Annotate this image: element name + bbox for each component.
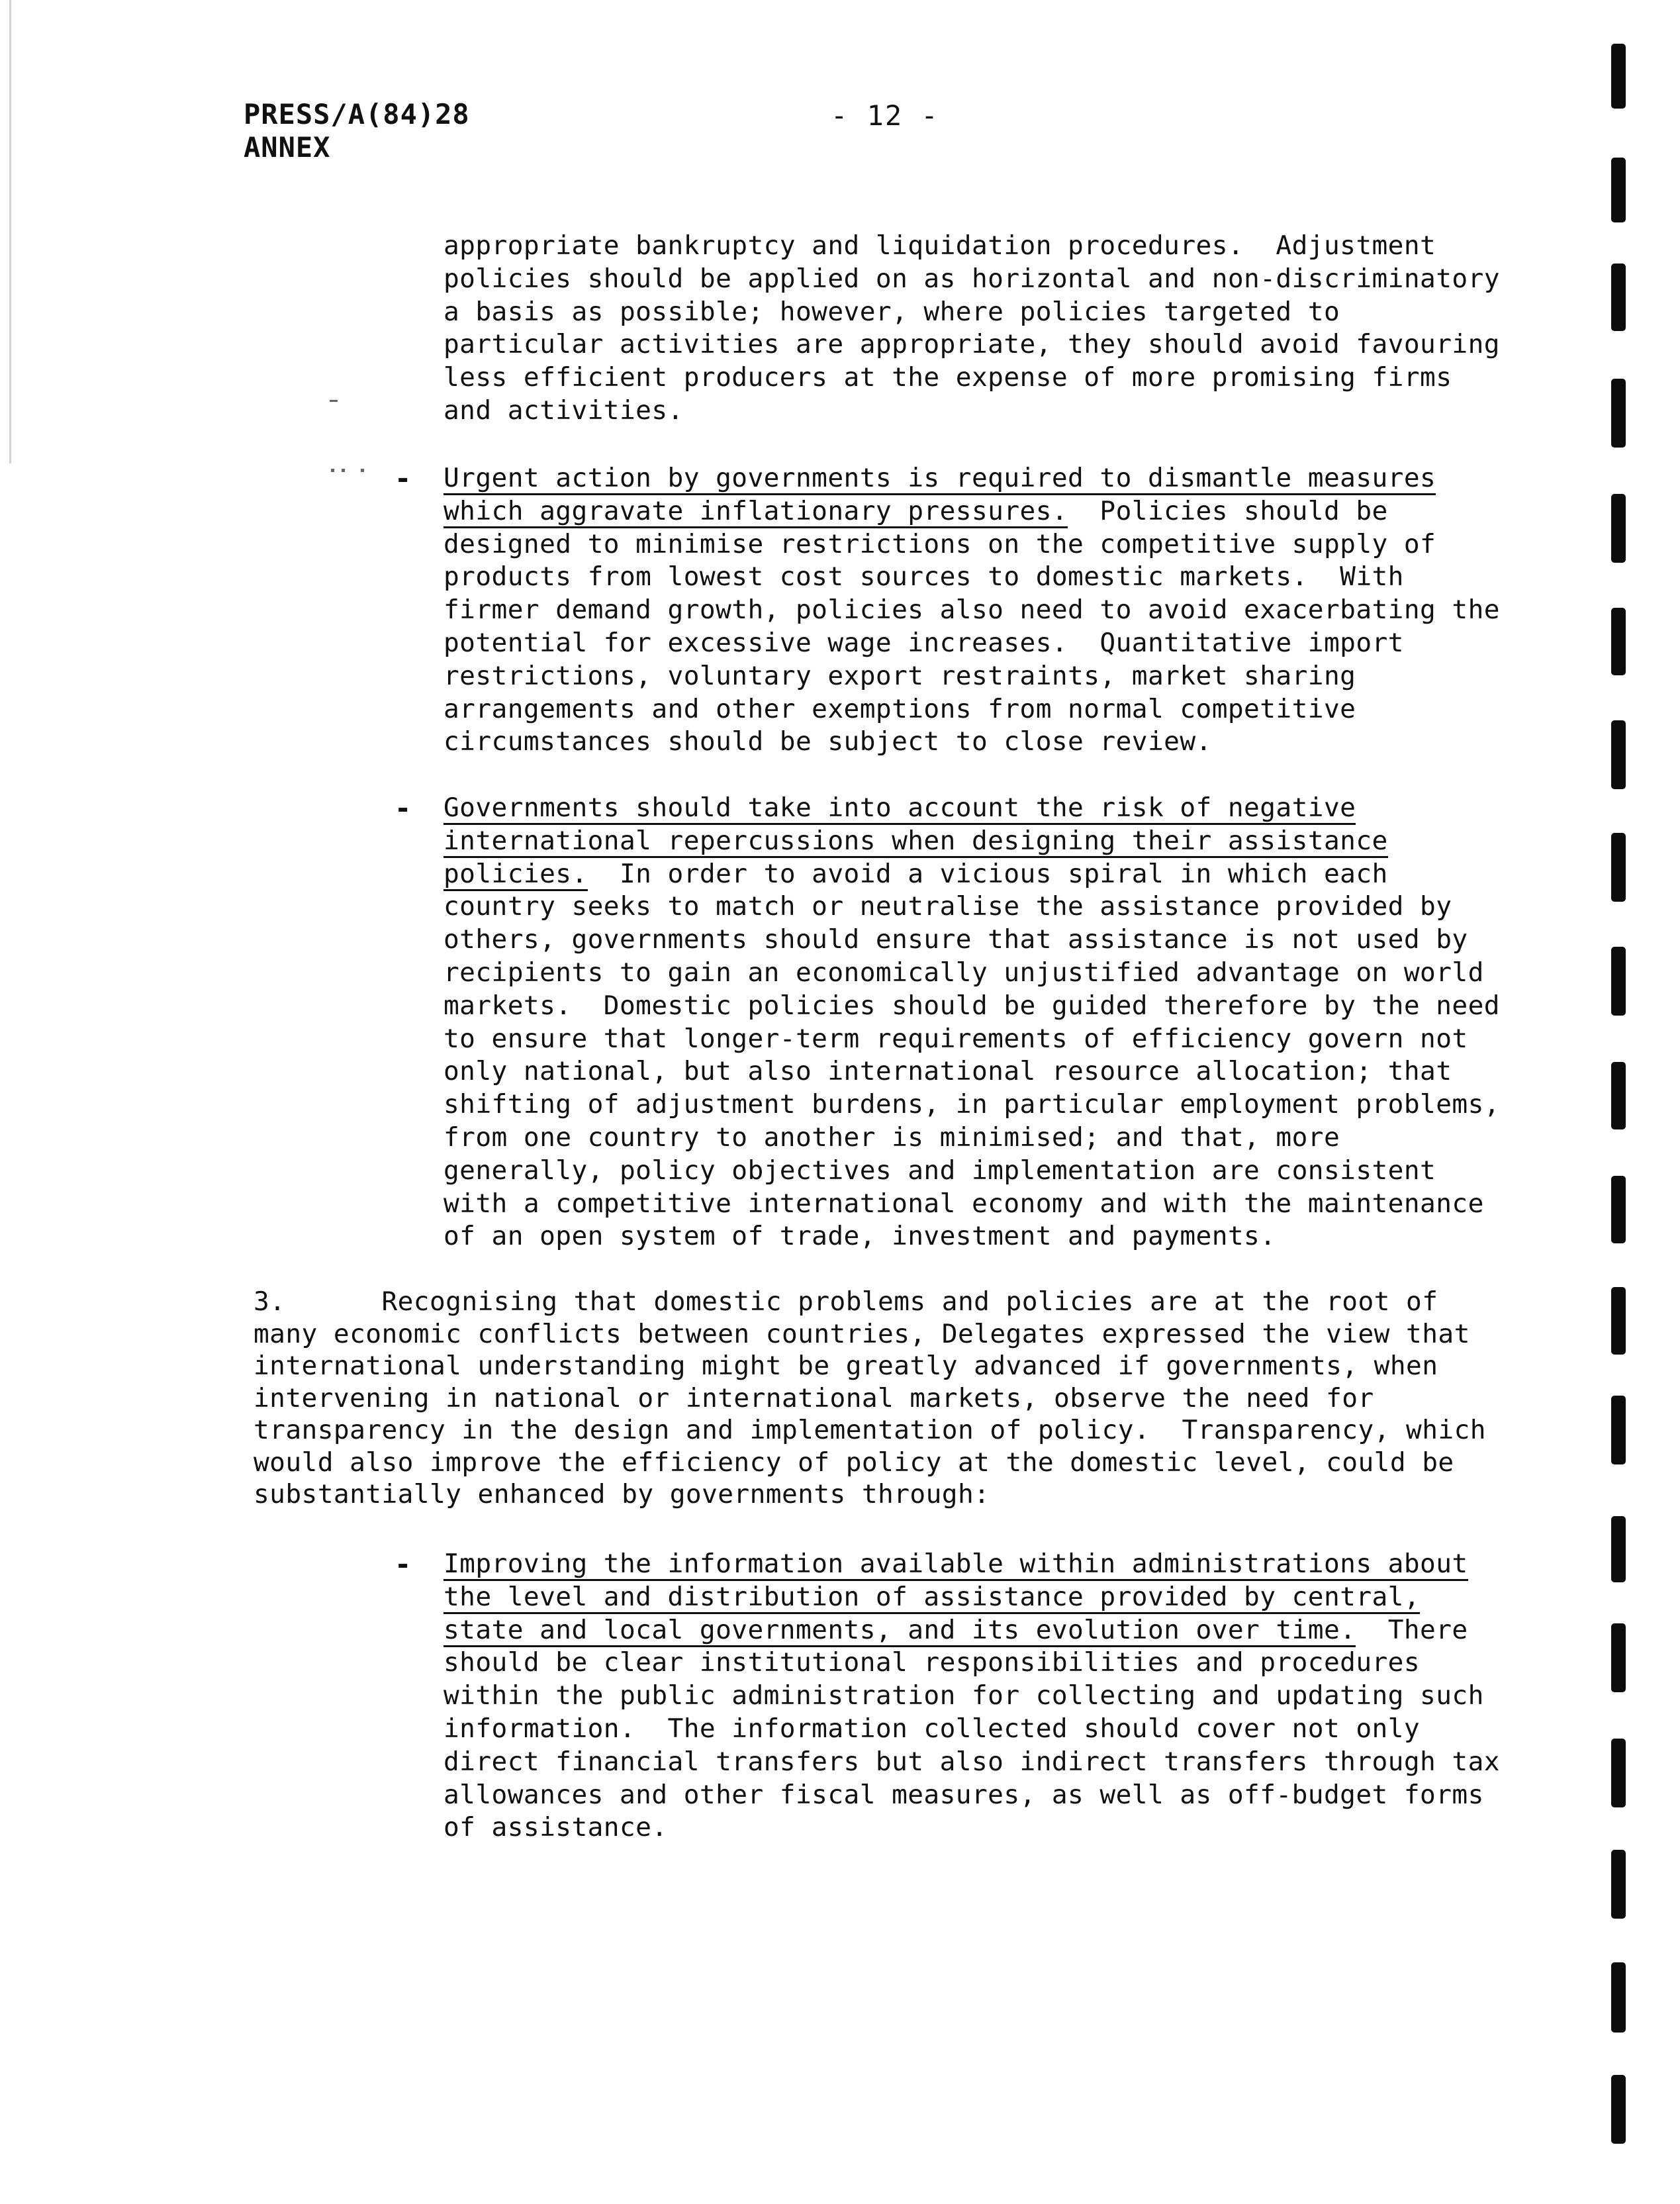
binding-mark bbox=[1611, 379, 1626, 448]
text-line: of assistance. bbox=[443, 1812, 668, 1843]
text-line: information. The information collected should cover not only bbox=[443, 1713, 1421, 1744]
text-line: direct financial transfers but also indirect transfers through tax bbox=[443, 1746, 1500, 1777]
continuation-paragraph bbox=[443, 230, 1536, 428]
text-line: arrangements and other exemptions from normal competitive bbox=[443, 693, 1356, 724]
annex-label: ANNEX bbox=[244, 131, 331, 164]
plain-text: designed to minimise restrictions on the competitive supply of bbox=[443, 528, 1436, 559]
bullet-dash: - bbox=[395, 1548, 412, 1580]
binding-mark bbox=[1611, 1396, 1626, 1464]
text-line: country seeks to match or neutralise the assistance provided by bbox=[443, 891, 1452, 922]
paragraph-3 bbox=[254, 1286, 1544, 1511]
text-line: recipients to gain an economically unjustified advantage on world bbox=[443, 957, 1484, 988]
text-line: to ensure that longer-term requirements of efficiency govern not bbox=[443, 1023, 1468, 1054]
binding-mark bbox=[1611, 1623, 1626, 1692]
plain-text: should be clear institutional responsibilities and procedures bbox=[443, 1647, 1421, 1678]
binding-mark bbox=[1611, 158, 1626, 222]
underlined-text: state and local governments, and its evolution over time. bbox=[443, 1615, 1356, 1647]
binding-mark bbox=[1611, 1516, 1626, 1582]
bullet-paragraph-governments bbox=[443, 792, 1536, 1253]
bullet-dash: - bbox=[395, 792, 412, 824]
text-line: a basis as possible; however, where policies targeted to bbox=[443, 296, 1340, 327]
bullet-paragraph-urgent-action bbox=[443, 462, 1536, 759]
text-line bbox=[443, 858, 1536, 891]
stray-mark bbox=[330, 400, 338, 402]
plain-text: In order to avoid a vicious spiral in which each bbox=[587, 858, 1388, 889]
underlined-text: international repercussions when designing their assistance bbox=[443, 826, 1388, 858]
text-line: only national, but also international resource allocation; that bbox=[443, 1056, 1452, 1087]
reference-code: PRESS/A(84)28 bbox=[244, 98, 470, 130]
binding-mark bbox=[1611, 1962, 1626, 2033]
binding-mark bbox=[1611, 44, 1626, 109]
text-line bbox=[443, 1614, 1536, 1647]
binding-mark bbox=[1611, 264, 1626, 331]
text-line bbox=[443, 1581, 1536, 1614]
text-line: of an open system of trade, investment and payments. bbox=[443, 1221, 1276, 1252]
binding-mark bbox=[1611, 1062, 1626, 1129]
binding-mark bbox=[1611, 1176, 1626, 1243]
text-line: particular activities are appropriate, they should avoid favouring bbox=[443, 329, 1500, 360]
text-line: would also improve the efficiency of policy at the domestic level, could be bbox=[254, 1447, 1454, 1478]
binding-mark bbox=[1611, 833, 1626, 902]
text-line: many economic conflicts between countries, Delegates expressed the view that bbox=[254, 1318, 1470, 1349]
text-line bbox=[443, 792, 1536, 825]
text-line: appropriate bankruptcy and liquidation procedures. Adjustment bbox=[443, 230, 1436, 261]
text-line bbox=[443, 1647, 1536, 1680]
text-line: allowances and other fiscal measures, as well as off-budget forms bbox=[443, 1779, 1484, 1810]
stray-mark bbox=[342, 469, 345, 472]
binding-mark bbox=[1611, 720, 1626, 789]
text-line bbox=[443, 462, 1536, 495]
text-line: generally, policy objectives and implementation are consistent bbox=[443, 1155, 1436, 1186]
stray-mark bbox=[331, 469, 334, 472]
text-line: international understanding might be greatly advanced if governments, when bbox=[254, 1351, 1438, 1381]
document-reference bbox=[244, 98, 470, 164]
binding-mark bbox=[1611, 1739, 1626, 1807]
binding-mark bbox=[1611, 2075, 1626, 2144]
binding-mark bbox=[1611, 1287, 1626, 1355]
text-line bbox=[443, 825, 1536, 858]
underlined-text: which aggravate inflationary pressures. bbox=[443, 496, 1068, 528]
stray-mark bbox=[361, 469, 364, 472]
text-line: transparency in the design and implementation of policy. Transparency, which bbox=[254, 1415, 1486, 1445]
text-line bbox=[443, 528, 1536, 561]
text-line: intervening in national or international markets, observe the need for bbox=[254, 1382, 1374, 1413]
text-line bbox=[443, 1548, 1536, 1581]
text-line: restrictions, voluntary export restraints, market sharing bbox=[443, 660, 1356, 691]
text-line: with a competitive international economy and with the maintenance bbox=[443, 1188, 1484, 1219]
text-line bbox=[443, 495, 1536, 528]
text-line: markets. Domestic policies should be guided therefore by the need bbox=[443, 990, 1500, 1021]
plain-text: There bbox=[1356, 1614, 1468, 1645]
text-line: substantially enhanced by governments through: bbox=[254, 1479, 990, 1509]
binding-mark bbox=[1611, 947, 1626, 1016]
binding-mark bbox=[1611, 1850, 1626, 1919]
underlined-text: the level and distribution of assistance provided by central, bbox=[443, 1582, 1420, 1614]
underlined-text: Urgent action by governments is required to dismantle measures bbox=[443, 463, 1436, 495]
underlined-text: Governments should take into account the risk of negative bbox=[443, 792, 1356, 825]
binding-mark bbox=[1611, 494, 1626, 563]
text-line: and activities. bbox=[443, 395, 684, 426]
underlined-text: policies. bbox=[443, 859, 588, 891]
text-line: shifting of adjustment burdens, in particular employment problems, bbox=[443, 1089, 1500, 1120]
binding-mark bbox=[1611, 608, 1626, 675]
plain-text: Policies should be bbox=[1068, 495, 1388, 526]
text-line: products from lowest cost sources to domestic markets. With bbox=[443, 561, 1404, 593]
text-line: policies should be applied on as horizontal and non-discriminatory bbox=[443, 263, 1500, 294]
text-line: circumstances should be subject to close review. bbox=[443, 726, 1212, 757]
text-line: potential for excessive wage increases. Quantitative import bbox=[443, 627, 1404, 658]
text-line: others, governments should ensure that assistance is not used by bbox=[443, 924, 1468, 955]
text-line: 3. Recognising that domestic problems and policies are at the root of bbox=[254, 1286, 1438, 1317]
text-line: within the public administration for collecting and updating such bbox=[443, 1680, 1484, 1711]
bullet-dash: - bbox=[395, 462, 412, 495]
underlined-text: Improving the information available within administrations about bbox=[443, 1549, 1468, 1581]
text-line: from one country to another is minimised; and that, more bbox=[443, 1122, 1340, 1153]
text-line: firmer demand growth, policies also need to avoid exacerbating the bbox=[443, 595, 1500, 626]
scan-edge-line bbox=[9, 0, 11, 463]
page-number: - 12 - bbox=[831, 99, 939, 132]
text-line: less efficient producers at the expense of more promising firms bbox=[443, 362, 1452, 393]
bullet-paragraph-improving-information bbox=[443, 1548, 1536, 1845]
